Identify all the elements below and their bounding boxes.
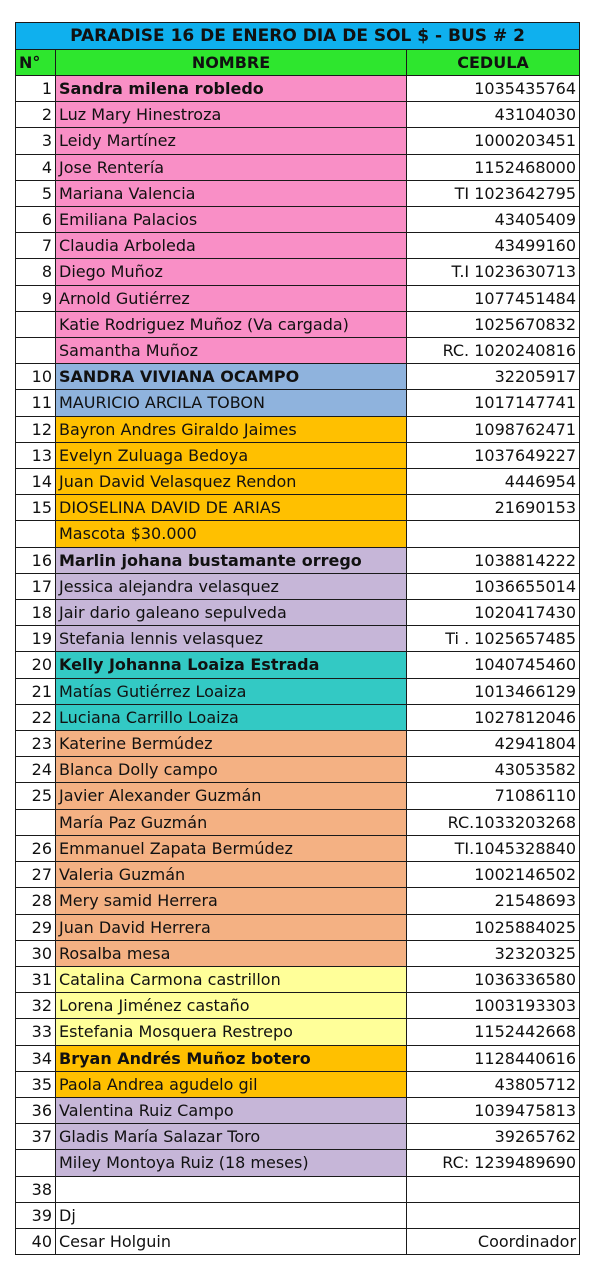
row-id: 1098762471 — [407, 416, 580, 442]
row-name: Katie Rodriguez Muñoz (Va cargada) — [56, 311, 407, 337]
table-row — [16, 1202, 580, 1228]
row-id: 32320325 — [407, 940, 580, 966]
header-id: CEDULA — [407, 50, 580, 76]
row-name: Catalina Carmona castrillon — [56, 966, 407, 992]
header-num: N° — [16, 50, 56, 76]
row-number: 36 — [16, 1097, 56, 1123]
sheet-title: PARADISE 16 DE ENERO DIA DE SOL $ - BUS # 2 — [16, 23, 580, 50]
table-row — [16, 207, 580, 233]
row-number: 10 — [16, 364, 56, 390]
row-number: 5 — [16, 180, 56, 206]
table-row — [16, 495, 580, 521]
row-number: 33 — [16, 1019, 56, 1045]
row-number: 37 — [16, 1124, 56, 1150]
row-id: 39265762 — [407, 1124, 580, 1150]
row-number: 14 — [16, 469, 56, 495]
row-name: Luciana Carrillo Loaiza — [56, 704, 407, 730]
row-number: 7 — [16, 233, 56, 259]
row-id: 42941804 — [407, 731, 580, 757]
row-id: 1077451484 — [407, 285, 580, 311]
row-name: Lorena Jiménez castaño — [56, 993, 407, 1019]
row-id: 1152468000 — [407, 154, 580, 180]
row-name: Mery samid Herrera — [56, 888, 407, 914]
row-id: 1037649227 — [407, 442, 580, 468]
row-number: 26 — [16, 835, 56, 861]
row-name: Rosalba mesa — [56, 940, 407, 966]
row-id: 43805712 — [407, 1071, 580, 1097]
row-id — [407, 1176, 580, 1202]
table-row — [16, 547, 580, 573]
row-number — [16, 809, 56, 835]
table-row — [16, 809, 580, 835]
row-name: Stefania lennis velasquez — [56, 626, 407, 652]
table-row — [16, 311, 580, 337]
row-number: 24 — [16, 757, 56, 783]
row-name: Diego Muñoz — [56, 259, 407, 285]
row-id: 1025670832 — [407, 311, 580, 337]
table-row — [16, 573, 580, 599]
row-number: 19 — [16, 626, 56, 652]
row-name: Bryan Andrés Muñoz botero — [56, 1045, 407, 1071]
table-row — [16, 704, 580, 730]
row-name: María Paz Guzmán — [56, 809, 407, 835]
row-number — [16, 311, 56, 337]
row-id: 1036336580 — [407, 966, 580, 992]
row-id: 43053582 — [407, 757, 580, 783]
table-row — [16, 364, 580, 390]
table-row — [16, 862, 580, 888]
table-row — [16, 442, 580, 468]
row-id: 21548693 — [407, 888, 580, 914]
row-name: Jose Rentería — [56, 154, 407, 180]
row-id: RC. 1020240816 — [407, 338, 580, 364]
row-number — [16, 521, 56, 547]
row-name: Jair dario galeano sepulveda — [56, 600, 407, 626]
row-id: 21690153 — [407, 495, 580, 521]
row-id: 1025884025 — [407, 914, 580, 940]
table-row — [16, 416, 580, 442]
row-id: 1020417430 — [407, 600, 580, 626]
row-number: 6 — [16, 207, 56, 233]
row-name: Mascota $30.000 — [56, 521, 407, 547]
table-row — [16, 180, 580, 206]
row-number: 17 — [16, 573, 56, 599]
row-id: 1013466129 — [407, 678, 580, 704]
row-number: 15 — [16, 495, 56, 521]
header-name: NOMBRE — [56, 50, 407, 76]
table-row — [16, 390, 580, 416]
row-name: Dj — [56, 1202, 407, 1228]
row-number: 4 — [16, 154, 56, 180]
row-name: Valentina Ruiz Campo — [56, 1097, 407, 1123]
row-id: 43405409 — [407, 207, 580, 233]
row-number — [16, 1150, 56, 1176]
row-name: Arnold Gutiérrez — [56, 285, 407, 311]
table-row — [16, 914, 580, 940]
table-row — [16, 940, 580, 966]
table-row — [16, 233, 580, 259]
row-name: Cesar Holguin — [56, 1228, 407, 1254]
table-row — [16, 1228, 580, 1254]
table-row — [16, 521, 580, 547]
row-id: 1039475813 — [407, 1097, 580, 1123]
row-number: 1 — [16, 76, 56, 102]
row-number: 38 — [16, 1176, 56, 1202]
passenger-list-table — [15, 22, 580, 1255]
passenger-list-body — [16, 23, 580, 1255]
row-number: 32 — [16, 993, 56, 1019]
table-row — [16, 966, 580, 992]
row-name: Paola Andrea agudelo gil — [56, 1071, 407, 1097]
row-id: 1128440616 — [407, 1045, 580, 1071]
row-number: 21 — [16, 678, 56, 704]
row-name: Mariana Valencia — [56, 180, 407, 206]
row-name — [56, 1176, 407, 1202]
row-name: Estefania Mosquera Restrepo — [56, 1019, 407, 1045]
row-id: 71086110 — [407, 783, 580, 809]
row-name: Javier Alexander Guzmán — [56, 783, 407, 809]
table-row — [16, 835, 580, 861]
row-id: 4446954 — [407, 469, 580, 495]
row-number: 12 — [16, 416, 56, 442]
row-name: Blanca Dolly campo — [56, 757, 407, 783]
row-name: Juan David Herrera — [56, 914, 407, 940]
row-id: 1152442668 — [407, 1019, 580, 1045]
table-row — [16, 1045, 580, 1071]
row-number: 29 — [16, 914, 56, 940]
row-name: Samantha Muñoz — [56, 338, 407, 364]
row-id: 1002146502 — [407, 862, 580, 888]
row-name: Leidy Martínez — [56, 128, 407, 154]
row-name: Luz Mary Hinestroza — [56, 102, 407, 128]
table-row — [16, 1097, 580, 1123]
table-row — [16, 888, 580, 914]
row-id: 1000203451 — [407, 128, 580, 154]
row-number: 20 — [16, 652, 56, 678]
row-name: Sandra milena robledo — [56, 76, 407, 102]
row-number: 28 — [16, 888, 56, 914]
header-row — [16, 50, 580, 76]
row-name: Kelly Johanna Loaiza Estrada — [56, 652, 407, 678]
row-number: 8 — [16, 259, 56, 285]
row-number: 13 — [16, 442, 56, 468]
row-number: 2 — [16, 102, 56, 128]
table-row — [16, 678, 580, 704]
title-row — [16, 23, 580, 50]
row-name: DIOSELINA DAVID DE ARIAS — [56, 495, 407, 521]
row-id: TI.1045328840 — [407, 835, 580, 861]
table-row — [16, 731, 580, 757]
table-row — [16, 652, 580, 678]
table-row — [16, 783, 580, 809]
row-id: 1035435764 — [407, 76, 580, 102]
row-name: Evelyn Zuluaga Bedoya — [56, 442, 407, 468]
table-row — [16, 1071, 580, 1097]
row-id: 1027812046 — [407, 704, 580, 730]
row-name: Gladis María Salazar Toro — [56, 1124, 407, 1150]
row-number: 30 — [16, 940, 56, 966]
row-name: SANDRA VIVIANA OCAMPO — [56, 364, 407, 390]
row-id: Coordinador — [407, 1228, 580, 1254]
row-id: TI 1023642795 — [407, 180, 580, 206]
row-number: 3 — [16, 128, 56, 154]
table-row — [16, 102, 580, 128]
row-name: Matías Gutiérrez Loaiza — [56, 678, 407, 704]
table-row — [16, 76, 580, 102]
table-row — [16, 128, 580, 154]
table-row — [16, 259, 580, 285]
row-name: Miley Montoya Ruiz (18 meses) — [56, 1150, 407, 1176]
table-row — [16, 600, 580, 626]
row-id: 1038814222 — [407, 547, 580, 573]
row-id — [407, 1202, 580, 1228]
row-number: 16 — [16, 547, 56, 573]
row-number: 18 — [16, 600, 56, 626]
row-name: Katerine Bermúdez — [56, 731, 407, 757]
table-row — [16, 1124, 580, 1150]
row-number: 27 — [16, 862, 56, 888]
row-id: 1003193303 — [407, 993, 580, 1019]
table-row — [16, 757, 580, 783]
table-row — [16, 1150, 580, 1176]
row-id: 1040745460 — [407, 652, 580, 678]
row-id: RC.1033203268 — [407, 809, 580, 835]
row-name: Claudia Arboleda — [56, 233, 407, 259]
row-number: 39 — [16, 1202, 56, 1228]
row-name: Jessica alejandra velasquez — [56, 573, 407, 599]
row-id: 1036655014 — [407, 573, 580, 599]
table-row — [16, 1176, 580, 1202]
row-number: 11 — [16, 390, 56, 416]
row-number — [16, 338, 56, 364]
row-id — [407, 521, 580, 547]
row-number: 40 — [16, 1228, 56, 1254]
row-id: 43499160 — [407, 233, 580, 259]
row-id: RC: 1239489690 — [407, 1150, 580, 1176]
table-row — [16, 154, 580, 180]
row-number: 25 — [16, 783, 56, 809]
table-row — [16, 1019, 580, 1045]
row-number: 22 — [16, 704, 56, 730]
row-name: Emmanuel Zapata Bermúdez — [56, 835, 407, 861]
table-row — [16, 469, 580, 495]
row-id: 32205917 — [407, 364, 580, 390]
table-row — [16, 285, 580, 311]
row-id: T.I 1023630713 — [407, 259, 580, 285]
row-name: MAURICIO ARCILA TOBON — [56, 390, 407, 416]
row-id: Ti . 1025657485 — [407, 626, 580, 652]
row-name: Juan David Velasquez Rendon — [56, 469, 407, 495]
row-number: 35 — [16, 1071, 56, 1097]
table-row — [16, 338, 580, 364]
row-number: 9 — [16, 285, 56, 311]
row-name: Marlin johana bustamante orrego — [56, 547, 407, 573]
row-number: 31 — [16, 966, 56, 992]
row-name: Valeria Guzmán — [56, 862, 407, 888]
row-name: Emiliana Palacios — [56, 207, 407, 233]
row-number: 34 — [16, 1045, 56, 1071]
row-name: Bayron Andres Giraldo Jaimes — [56, 416, 407, 442]
row-id: 43104030 — [407, 102, 580, 128]
table-row — [16, 626, 580, 652]
row-number: 23 — [16, 731, 56, 757]
row-id: 1017147741 — [407, 390, 580, 416]
table-row — [16, 993, 580, 1019]
